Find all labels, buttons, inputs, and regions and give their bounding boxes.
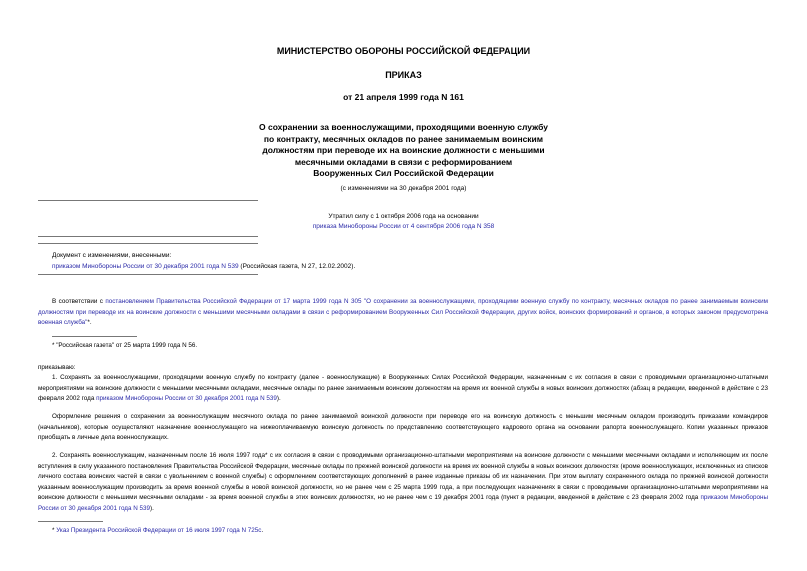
amendments-label: Документ с изменениями, внесенными:: [52, 252, 172, 259]
title-line: по контракту, месячных окладов по ранее занимаемым воинским: [263, 133, 544, 144]
footnote-2: [52, 527, 263, 534]
footnote-2-end: .: [261, 527, 264, 534]
doc-type-heading: ПРИКАЗ: [385, 70, 422, 80]
footnote-2-star: *: [52, 527, 57, 534]
amendment-link[interactable]: приказом Минобороны России от 30 декабря 2001 года N 539: [96, 395, 277, 403]
paragraph-1-text: 1. Сохранять за военнослужащими, проходящими военную службу по контракту (далее - военнослужащие) в Вооруженных Силах Российской Федерации, назначенным с их согласия в связи с проводимыми организационно-штатными мероприятиями на воинские должности с меньшими месячными окладами, месячные оклады по ранее занимаемым воинским должностям на время их военной службы в новых воинских должностях (абзац в редакции, введенной в действие с 23 февраля 2002 года: [38, 374, 768, 403]
title-line: Вооруженных Сил Российской Федерации: [313, 168, 494, 178]
preamble-paragraph: [38, 297, 768, 329]
lost-force-link[interactable]: приказа Минобороны России от 4 сентября 2006 года N 358: [312, 223, 495, 230]
title-line: О сохранении за военнослужащими, проходящими военную службу: [259, 122, 548, 132]
paragraph-3: [38, 451, 768, 515]
footnote-1: * "Российская газета" от 25 марта 1999 года N 56.: [52, 342, 198, 349]
title-line: должностям при переводе их на воинские должности с меньшими: [262, 145, 545, 155]
amendment-link[interactable]: приказом Минобороны России от 30 декабря 2001 года N 539: [52, 263, 239, 270]
amendment-source: (Российская газета, N 27, 12.02.2002).: [238, 263, 356, 270]
resolution-link[interactable]: постановлением Правительства Российской Федерации от 17 марта 1999 года N 305 "О сохранении за военнослужащими, проходящими военную службу по контракту, месячных окладов по ранее занимаемым воинским должностям при переводе их на воинские должности с меньшими месячными окладами в связи с реформированием Вооруженных Сил Российской Федерации, других войск, воинских формирований и органов, в которых законом предусмотрена военная служба": [38, 298, 769, 327]
preamble-end: *.: [87, 319, 92, 327]
paragraph-2: Оформление решения о сохранении за военнослужащим месячного оклада по ранее занимаемой воинской должности при переводе его на воинскую должность с меньшим месячным окладом производить приказами командиров (начальников), которые осуществляют назначение военнослужащего на нижеоплачиваемую воинскую должность по представлению соответствующего кадрового органа на основании рапорта военнослужащего. Копии указанных приказов приобщать в личные дела военнослужащих.: [38, 413, 768, 442]
divider: [38, 236, 258, 237]
decree-link[interactable]: Указ Президента Российской Федерации от 16 июля 1997 года N 725с: [56, 527, 262, 534]
lost-force-text: Утратил силу с 1 октября 2006 года на основании: [328, 213, 479, 220]
lost-force-note: [200, 212, 607, 232]
document-title: [200, 122, 607, 180]
changes-note: (с изменениями на 30 декабря 2001 года): [340, 185, 467, 192]
paragraph-1: [38, 373, 768, 405]
footnote-divider: [38, 521, 103, 522]
divider: [38, 274, 258, 275]
amendments-block: [52, 250, 752, 272]
divider: [38, 243, 258, 244]
paragraph-3-end: ).: [150, 504, 154, 512]
paragraph-3-text: 2. Сохранять военнослужащим, назначенным после 16 июля 1997 года* с их согласия в связи с проводимыми организационно-штатными мероприятиями на воинские должности с меньшими месячными окладами и исполняющим их после вступления в силу указанного постановления Правительства Российской Федерации, месячные оклады по прежней воинской должности на время их военной службы в новых воинских должностях (кроме военнослужащих, исключенных из списков личного состава воинских частей в связи с увольнением с военной службы) с оформлением соответствующих дополнений в ранее изданные приказы об их назначении. При этом выплату сохраненного оклада по прежней воинской должности указанным военнослужащим производить за время военной службы в новой воинской должности, но не ранее чем с 25 марта 1999 года, а при последующих назначениях в связи с проводимыми организационно-штатными мероприятиями на воинские должности с меньшими месячными окладами - за время военной службы в этих воинских должностях, но не ранее чем с 19 декабря 2001 года (пункт в редакции, введенной в действие с 23 февраля 2002 года: [38, 452, 768, 502]
amendments-line: [52, 261, 752, 272]
title-line: месячными окладами в связи с реформированием: [294, 156, 513, 167]
date-number-heading: от 21 апреля 1999 года N 161: [343, 92, 464, 102]
divider: [38, 200, 258, 201]
ministry-heading: МИНИСТЕРСТВО ОБОРОНЫ РОССИЙСКОЙ ФЕДЕРАЦИИ: [276, 46, 531, 56]
paragraph-1-end: ).: [276, 395, 281, 403]
preamble-text: В соответствии с: [52, 298, 106, 305]
amendment-link[interactable]: приказом Минобороны России от 30 декабря 2001 года N 539: [38, 494, 768, 512]
order-word: приказываю:: [38, 364, 76, 371]
footnote-divider: [52, 336, 137, 337]
